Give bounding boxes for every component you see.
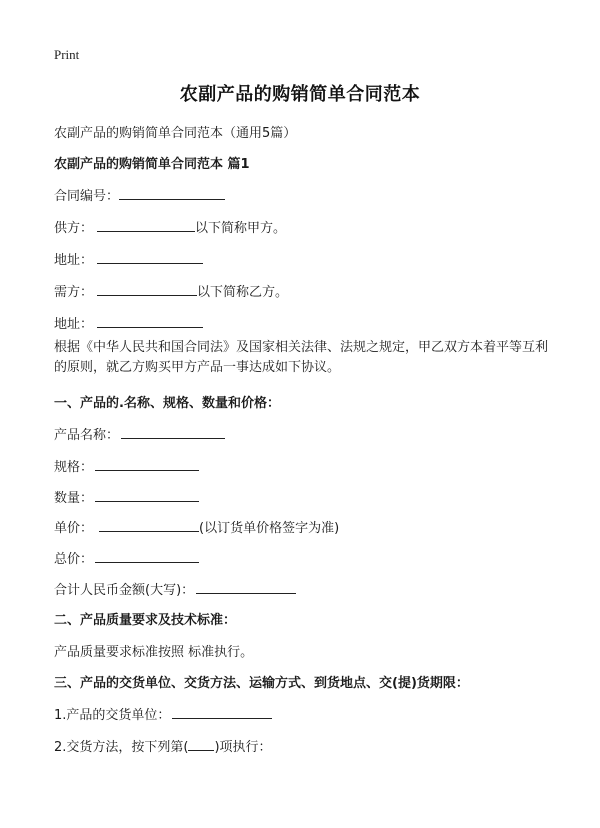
supplier-suffix: 以下简称甲方。	[195, 221, 287, 236]
total-rmb-label: 合计人民币金额(大写)：	[54, 583, 195, 598]
total-price-blank	[95, 550, 199, 563]
spec-row	[54, 456, 199, 475]
delivery-method-suffix: )项执行：	[214, 740, 272, 755]
section-heading: 农副产品的购销简单合同范本 篇1	[54, 157, 250, 172]
contract-number-blank	[119, 187, 225, 200]
clause1-heading: 一、产品的.名称、规格、数量和价格：	[54, 396, 280, 411]
spec-blank	[95, 458, 199, 471]
delivery-unit-blank	[172, 706, 272, 719]
buyer-label: 需方：	[54, 285, 94, 300]
total-rmb-row	[54, 579, 296, 598]
product-name-blank	[121, 426, 225, 439]
total-price-row	[54, 548, 199, 567]
total-price-label: 总价：	[54, 552, 94, 567]
quantity-blank	[95, 489, 199, 502]
quantity-row	[54, 487, 199, 506]
delivery-method-row	[54, 736, 272, 755]
clause2-heading: 二、产品质量要求及技术标准：	[54, 613, 237, 628]
contract-number-row	[54, 185, 225, 204]
buyer-row	[54, 281, 288, 300]
spec-label: 规格：	[54, 460, 94, 475]
address2-row	[54, 313, 203, 332]
supplier-blank	[97, 219, 195, 232]
clause3-heading: 三、产品的交货单位、交货方法、运输方式、到货地点、交(提)货期限：	[54, 676, 469, 691]
delivery-unit-row	[54, 704, 272, 723]
document-title: 农副产品的购销简单合同范本	[179, 84, 421, 105]
product-name-label: 产品名称：	[54, 428, 120, 443]
unit-price-row	[54, 517, 339, 536]
address1-row	[54, 249, 203, 268]
buyer-blank	[97, 283, 197, 296]
unit-price-blank	[99, 519, 199, 532]
address2-label: 地址：	[54, 317, 94, 332]
unit-price-label: 单价：	[54, 521, 94, 536]
delivery-unit-label: 1.产品的交货单位：	[54, 708, 171, 723]
delivery-method-blank	[188, 738, 214, 751]
quantity-label: 数量：	[54, 491, 94, 506]
unit-price-note: (以订货单价格签字为准)	[199, 521, 340, 536]
address2-blank	[97, 315, 203, 328]
address1-blank	[97, 251, 203, 264]
quality-text: 产品质量要求标准按照 标准执行。	[54, 645, 254, 660]
address1-label: 地址：	[54, 253, 94, 268]
print-label[interactable]: Print	[54, 47, 80, 62]
buyer-suffix: 以下简称乙方。	[197, 285, 289, 300]
contract-number-label: 合同编号：	[54, 189, 120, 204]
product-name-row	[54, 424, 225, 443]
supplier-label: 供方：	[54, 221, 94, 236]
total-rmb-blank	[196, 581, 296, 594]
intro-paragraph: 根据《中华人民共和国合同法》及国家相关法律、法规之规定，甲乙双方本着平等互利的原则，就乙方购买甲方产品一事达成如下协议。	[54, 340, 549, 375]
delivery-method-prefix: 2.交货方法，按下列第(	[54, 740, 189, 755]
supplier-row	[54, 217, 286, 236]
document-subtitle: 农副产品的购销简单合同范本（通用5篇）	[54, 126, 297, 141]
